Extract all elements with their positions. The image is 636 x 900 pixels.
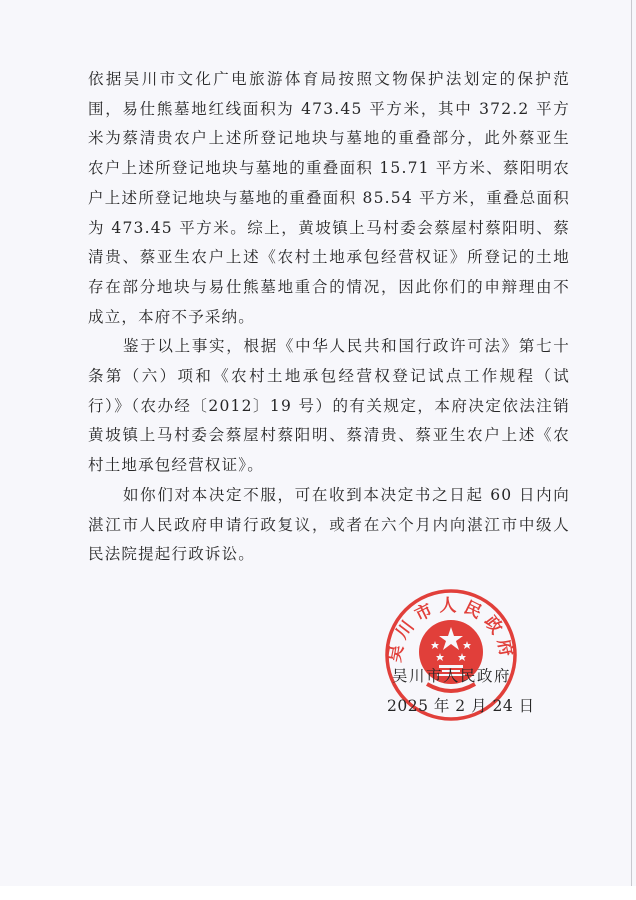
seal-text: 吴川市人民政府 [384,595,518,664]
document-body [88,65,570,570]
paragraph-findings: 依据吴川市文化广电旅游体育局按照文物保护法划定的保护范围，易仕熊墓地红线面积为 473.45 平方米，其中 372.2 平方米为蔡清贵农户上述所登记地块与墓地的重叠部分，此外蔡亚生农户上述所登记地块与墓地的重叠面积 15.71 平方米、蔡阳明农户上述所登记地块与墓地的重叠面积 85.54 平方米，重叠总面积为 473.45 平方米。综上，黄坡镇上马村委会蔡屋村蔡阳明、蔡清贵、蔡亚生农户上述《农村土地承包经营权证》所登记的土地存在部分地块与易仕熊墓地重合的情况，因此你们的申辩理由不成立，本府不予采纳。 [88,70,570,326]
paragraph-appeal-rights: 如你们对本决定不服，可在收到本决定书之日起 60 日内向湛江市人民政府申请行政复议，或者在六个月内向湛江市中级人民法院提起行政诉讼。 [88,485,570,564]
paragraph-decision: 鉴于以上事实，根据《中华人民共和国行政许可法》第七十条第（六）项和《农村土地承包经营权登记试点工作规程（试行）》（农办经〔2012〕19 号）的有关规定，本府决定依法注销黄坡镇上马村委会蔡屋村蔡阳明、蔡清贵、蔡亚生农户上述《农村土地承包经营权证》。 [88,337,570,475]
page-bottom-margin [0,886,636,900]
page-edge [631,0,632,886]
issuer-signature: 吴川市人民政府 [392,667,512,685]
issue-date: 2025 年 2 月 24 日 [387,697,535,715]
